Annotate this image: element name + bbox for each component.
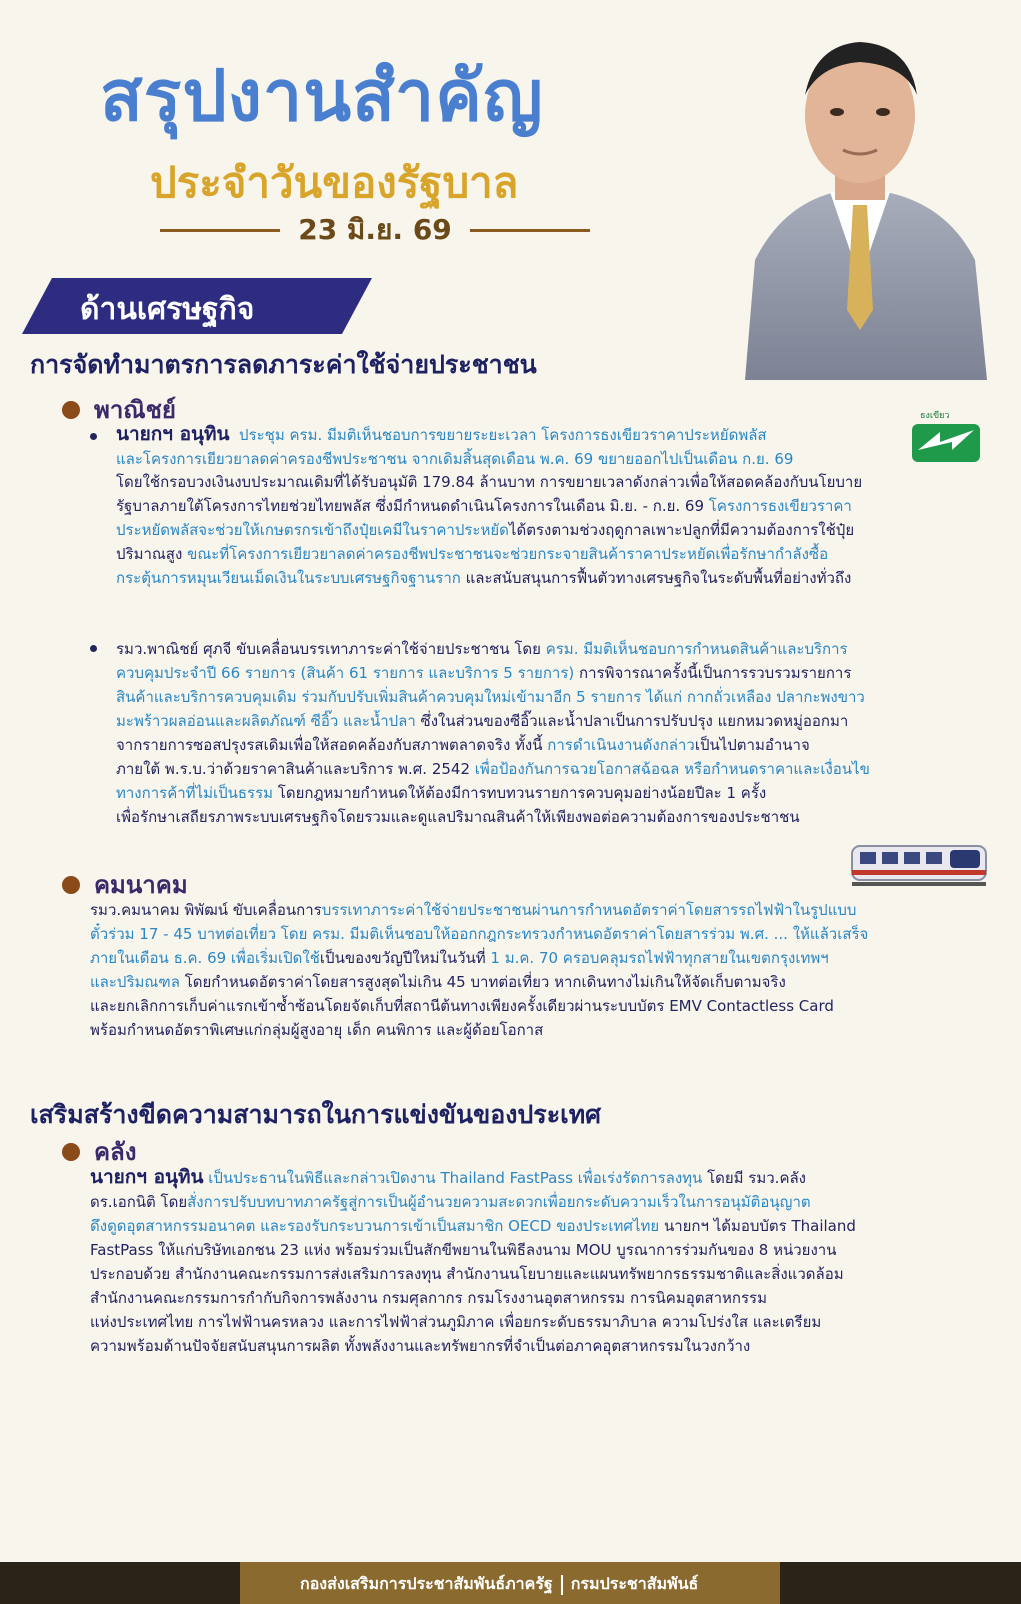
bullet bbox=[90, 433, 97, 440]
text-line: ตั๋วร่วม 17 - 45 บาทต่อเที่ยว โดย ครม. มีมติเห็นชอบให้ออกกฎกระทรวงกำหนดอัตราค่าโดยสารร่วม พ.ศ. ... ให้แล้วเสร็จ bbox=[90, 925, 869, 943]
text-line: ภายใต้ พ.ร.บ.ว่าด้วยราคาสินค้าและบริการ พ.ศ. 2542 bbox=[116, 760, 475, 778]
date-line bbox=[160, 210, 590, 250]
text-line: ครม. มีมติเห็นชอบการกำหนดสินค้าและบริการ bbox=[545, 640, 848, 658]
page-subtitle: ประจำวันของรัฐบาล bbox=[150, 158, 519, 207]
commerce-item-2 bbox=[116, 637, 996, 829]
text-line: รมว.พาณิชย์ ศุภจี ขับเคลื่อนบรรเทาภาระค่าใช้จ่ายประชาชน โดย bbox=[116, 640, 546, 658]
text-line: เป็นไปตามอำนาจ bbox=[694, 736, 810, 754]
person-name: นายกฯ อนุทิน bbox=[116, 423, 230, 445]
category-dot bbox=[62, 1143, 80, 1161]
footer-text bbox=[300, 1572, 698, 1597]
text-line: และยกเลิกการเก็บค่าแรกเข้าซ้ำซ้อนโดยจัดเก็บที่สถานีต้นทางเพียงครั้งเดียวผ่านระบบบัตร EMV Contactless Card bbox=[90, 997, 834, 1015]
green-flag-logo bbox=[910, 408, 982, 468]
text-line: และปริมณฑล bbox=[90, 973, 180, 991]
text-line: และโครงการเยียวยาลดค่าครองชีพประชาชน จากเดิมสิ้นสุดเดือน พ.ค. 69 ขยายออกไปเป็นเดือน ก.ย. 69 bbox=[116, 450, 794, 468]
divider bbox=[470, 229, 590, 232]
text-line: FastPass ให้แก่บริษัทเอกชน 23 แห่ง พร้อมร่วมเป็นสักขีพยานในพิธีลงนาม MOU บูรณาการร่วมกันของ 8 หน่วยงาน bbox=[90, 1241, 837, 1259]
page-title: สรุปงานสำคัญ bbox=[100, 55, 544, 137]
topic-heading: เสริมสร้างขีดความสามารถในการแข่งขันของประเทศ bbox=[30, 1100, 602, 1129]
text-line: กระตุ้นการหมุนเวียนเม็ดเงินในระบบเศรษฐกิจฐานราก bbox=[116, 569, 461, 587]
text-line: โดยกำหนดอัตราค่าโดยสารสูงสุดไม่เกิน 45 บาทต่อเที่ยว หากเดินทางไม่เกินให้จัดเก็บตามจริง bbox=[179, 973, 786, 991]
text-line: ขณะที่โครงการเยียวยาลดค่าครองชีพประชาชนจะช่วยกระจายสินค้าราคาประหยัดเพื่อรักษากำลังซื้อ bbox=[187, 545, 829, 563]
text-line: ได้ตรงตามช่วงฤดูกาลเพาะปลูกที่มีความต้องการใช้ปุ๋ย bbox=[508, 521, 855, 539]
text-line: ซึ่งในส่วนของซีอิ๊วและน้ำปลาเป็นการปรับปรุง แยกหมวดหมู่ออกมา bbox=[415, 712, 849, 730]
text-line: ประหยัดพลัสจะช่วยให้เกษตรกรเข้าถึงปุ๋ยเคมีในราคาประหยัด bbox=[116, 521, 509, 539]
person-name: นายกฯ อนุทิน bbox=[90, 1166, 204, 1188]
text-line: เป็นของขวัญปีใหม่ในวันที่ bbox=[319, 949, 491, 967]
text-line: จากรายการซอสปรุงรสเดิมเพื่อให้สอดคล้องกับสภาพตลาดจริง ทั้งนี้ bbox=[116, 736, 548, 754]
text-line: ดึงดูดอุตสาหกรรมอนาคต และรองรับกระบวนการเข้าเป็นสมาชิก OECD ของประเทศไทย bbox=[90, 1217, 660, 1235]
text-line: และสนับสนุนการฟื้นตัวทางเศรษฐกิจในระดับพื้นที่อย่างทั่วถึง bbox=[460, 569, 852, 587]
section-banner-label: ด้านเศรษฐกิจ bbox=[80, 292, 255, 327]
text-line: ทางการค้าที่ไม่เป็นธรรม bbox=[116, 784, 274, 802]
date-text: 23 มิ.ย. 69 bbox=[298, 213, 452, 246]
bullet bbox=[90, 645, 97, 652]
commerce-item-1-cont bbox=[116, 470, 996, 590]
text-line: สินค้าและบริการควบคุมเดิม ร่วมกับปรับเพิ่มสินค้าควบคุมใหม่เข้ามาอีก 5 รายการ ได้แก่ กากถั่วเหลือง ปลากะพงขาว bbox=[116, 688, 865, 706]
text-line: 1 ม.ค. 70 ครอบคลุมรถไฟฟ้าทุกสายในเขตกรุงเทพฯ bbox=[490, 949, 829, 967]
text-line: การดำเนินงานดังกล่าว bbox=[547, 736, 695, 754]
footer-org-left: กองส่งเสริมการประชาสัมพันธ์ภาครัฐ bbox=[300, 1574, 553, 1593]
footer-org-right: กรมประชาสัมพันธ์ bbox=[570, 1574, 699, 1593]
text-line: โดยใช้กรอบวงเงินงบประมาณเดิมที่ได้รับอนุมัติ 179.84 ล้านบาท การขยายเวลาดังกล่าวเพื่อให้สอดคล้องกับนโยบาย bbox=[116, 473, 863, 491]
text-line: รัฐบาลภายใต้โครงการไทยช่วยไทยพลัส ซึ่งมีกำหนดดำเนินโครงการในเดือน มิ.ย. - ก.ย. 69 bbox=[116, 497, 709, 515]
text-line: เพื่อป้องกันการฉวยโอกาสฉ้อฉล หรือกำหนดราคาและเงื่อนไข bbox=[474, 760, 870, 778]
text-line: แห่งประเทศไทย การไฟฟ้านครหลวง และการไฟฟ้าส่วนภูมิภาค เพื่อยกระดับธรรมาภิบาล ความโปร่งใส และเตรียม bbox=[90, 1313, 822, 1331]
divider bbox=[160, 229, 280, 232]
text-line: สำนักงานคณะกรรมการกำกับกิจการพลังงาน กรมศุลกากร กรมโรงงานอุตสาหกรรม การนิคมอุตสาหกรรม bbox=[90, 1289, 767, 1307]
text-line: โครงการธงเขียวราคา bbox=[708, 497, 852, 515]
category-label: คมนาคม bbox=[94, 871, 188, 899]
category-dot bbox=[62, 401, 80, 419]
text-line: พร้อมกำหนดอัตราพิเศษแก่กลุ่มผู้สูงอายุ เด็ก คนพิการ และผู้ด้อยโอกาส bbox=[90, 1021, 544, 1039]
text-line: โดยกฎหมายกำหนดให้ต้องมีการทบทวนรายการควบคุมอย่างน้อยปีละ 1 ครั้ง bbox=[273, 784, 767, 802]
text-line: การพิจารณาครั้งนี้เป็นการรวบรวมรายการ bbox=[574, 664, 852, 682]
portrait-photo bbox=[725, 20, 995, 380]
text-line: ประกอบด้วย สำนักงานคณะกรรมการส่งเสริมการลงทุน สำนักงานนโยบายและแผนทรัพยากรธรรมชาติและสิ่งแวดล้อม bbox=[90, 1265, 844, 1283]
text-line: ปริมาณสูง bbox=[116, 545, 188, 563]
text-line: ดร.เอกนิติ โดย bbox=[90, 1193, 188, 1211]
text-line: รมว.คมนาคม พิพัฒน์ ขับเคลื่อนการ bbox=[90, 901, 322, 919]
finance-paragraph bbox=[90, 1165, 1000, 1358]
footer-separator bbox=[561, 1575, 563, 1595]
category-label: คลัง bbox=[94, 1138, 137, 1166]
transport-paragraph bbox=[90, 898, 1000, 1042]
footer bbox=[0, 1562, 1021, 1604]
category-dot bbox=[62, 876, 80, 894]
category-label: พาณิชย์ bbox=[94, 396, 176, 424]
skytrain-icon bbox=[850, 838, 990, 890]
text-line: เป็นประธานในพิธีและกล่าวเปิดงาน Thailand FastPass เพื่อเร่งรัดการลงทุน bbox=[203, 1169, 703, 1187]
text-line: นายกฯ ได้มอบบัตร Thailand bbox=[659, 1217, 856, 1235]
commerce-item-1 bbox=[116, 422, 916, 471]
text-line: ประชุม ครม. มีมติเห็นชอบการขยายระยะเวลา โครงการธงเขียวราคาประหยัดพลัส bbox=[239, 426, 767, 444]
text-line: ควบคุมประจำปี 66 รายการ (สินค้า 61 รายการ และบริการ 5 รายการ) bbox=[116, 664, 575, 682]
text-line: ความพร้อมด้านปัจจัยสนับสนุนการผลิต ทั้งพลังงานและทรัพยากรที่จำเป็นต่อภาคอุตสาหกรรมในวงกว้าง bbox=[90, 1337, 751, 1355]
text-line: บรรเทาภาระค่าใช้จ่ายประชาชนผ่านการกำหนดอัตราค่าโดยสารรถไฟฟ้าในรูปแบบ bbox=[321, 901, 857, 919]
text-line: โดยมี รมว.คลัง bbox=[702, 1169, 806, 1187]
topic-heading: การจัดทำมาตรการลดภาระค่าใช้จ่ายประชาชน bbox=[30, 350, 537, 379]
text-line: มะพร้าวผลอ่อนและผลิตภัณฑ์ ซีอิ๊ว และน้ำปลา bbox=[116, 712, 416, 730]
text-line: เพื่อรักษาเสถียรภาพระบบเศรษฐกิจโดยรวมและดูแลปริมาณสินค้าให้เพียงพอต่อความต้องการของประชาชน bbox=[116, 808, 800, 826]
logo-text: ธงเขียว bbox=[920, 411, 950, 421]
text-line: ภายในเดือน ธ.ค. 69 เพื่อเริ่มเปิดใช้ bbox=[90, 949, 320, 967]
text-line: สั่งการปรับบทบาทภาครัฐสู่การเป็นผู้อำนวยความสะดวกเพื่อยกระดับความเร็วในการอนุมัติอนุญาต bbox=[187, 1193, 811, 1211]
